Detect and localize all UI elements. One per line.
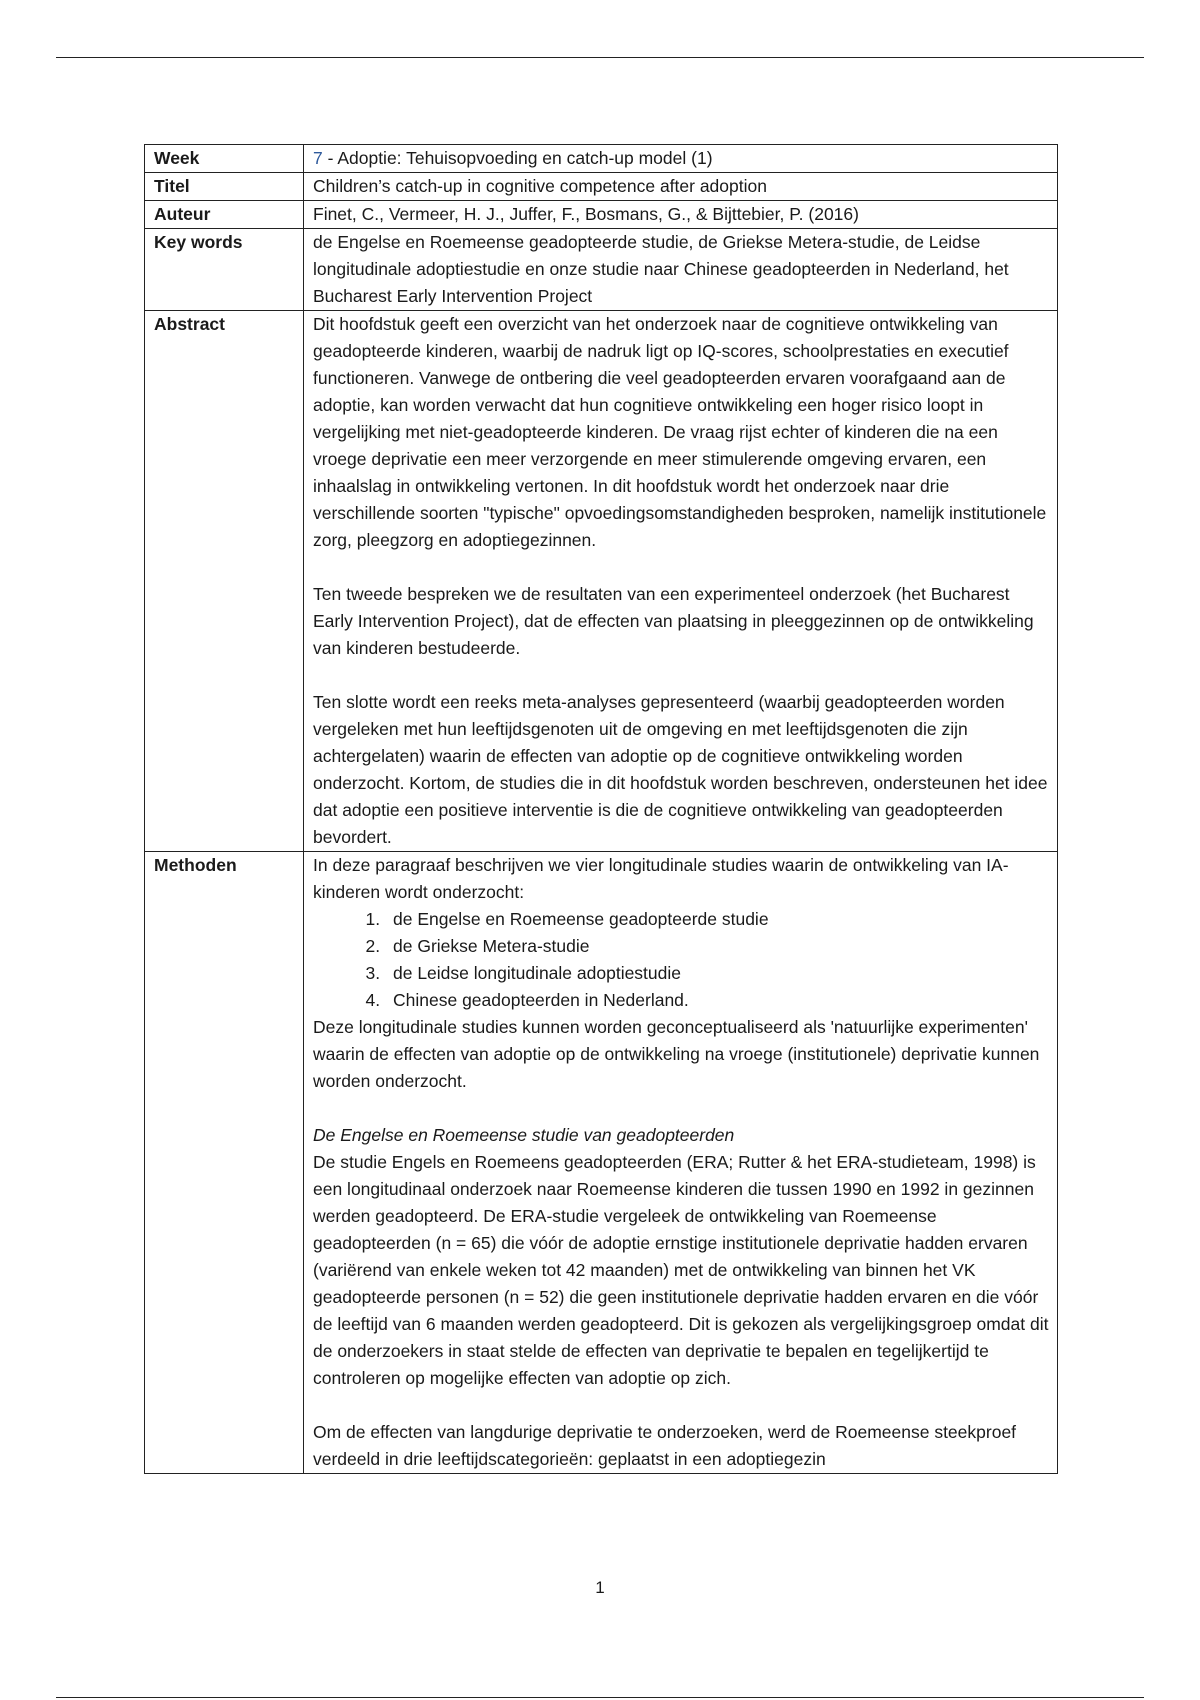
page-number: 1 [595, 1578, 605, 1597]
title-value: Children’s catch-up in cognitive competence after adoption [304, 173, 1058, 201]
era-paragraph: De studie Engels en Roemeens geadopteerden (ERA; Rutter & het ERA-studieteam, 1998) is een longitudinaal onderzoek naar Roemeense kinderen die tussen 1990 en 1992 in gezinnen werden geadopteerd. De ERA-studie vergeleek de ontwikkeling van Roemeense geadopteerden (n = 65) die vóór de adoptie ernstige institutionele deprivatie hadden ervaren (variërend van enkele weken tot 42 maanden) met de ontwikkeling van binnen het VK geadopteerde personen (n = 52) die geen institutionele deprivatie hadden ervaren en die vóór de leeftijd van 6 maanden werden geadopteerd. Dit is gekozen als vergelijkingsgroep omdat dit de onderzoekers in staat stelde de effecten van deprivatie te bepalen en tegelijkertijd te controleren op mogelijke effecten van adoptie op zich. [313, 1152, 1049, 1388]
abstract-paragraph-2: Ten tweede bespreken we de resultaten van een experimenteel onderzoek (het Bucharest Early Intervention Project), dat de effecten van plaatsing in pleeggezinnen op de ontwikkeling van kinderen bestudeerde. [313, 584, 1034, 658]
week-value [304, 145, 1058, 173]
list-item: 2. de Griekse Metera-studie [385, 933, 1049, 960]
studies-list [313, 906, 1049, 1014]
era-subheading: De Engelse en Roemeense studie van geadopteerden [313, 1125, 735, 1145]
list-item: 3. de Leidse longitudinale adoptiestudie [385, 960, 1049, 987]
methods-label: Methoden [145, 852, 304, 1474]
keywords-label: Key words [145, 229, 304, 311]
abstract-row [145, 311, 1058, 852]
author-label: Auteur [145, 201, 304, 229]
author-row [145, 201, 1058, 229]
abstract-paragraph-1: Dit hoofdstuk geeft een overzicht van het onderzoek naar de cognitieve ontwikkeling van geadopteerde kinderen, waarbij de nadruk ligt op IQ-scores, schoolprestaties en executief functioneren. Vanwege de ontbering die veel geadopteerden ervaren voorafgaand aan de adoptie, kan worden verwacht dat hun cognitieve ontwikkeling een hoger risico loopt in vergelijking met niet-geadopteerde kinderen. De vraag rijst echter of kinderen die na een vroege deprivatie een meer verzorgende en meer stimulerende omgeving ervaren, een inhaalslag in ontwikkeling vertonen. In dit hoofdstuk wordt het onderzoek naar drie verschillende soorten "typische" opvoedingsomstandigheden besproken, namelijk institutionele zorg, pleegzorg en adoptiegezinnen. [313, 314, 1047, 550]
keywords-value: de Engelse en Roemeense geadopteerde studie, de Griekse Metera-studie, de Leidse longitudinale adoptiestudie en onze studie naar Chinese geadopteerden in Nederland, het Bucharest Early Intervention Project [304, 229, 1058, 311]
methods-after-list: Deze longitudinale studies kunnen worden geconceptualiseerd als 'natuurlijke experimenten' waarin de effecten van adoptie op de ontwikkeling na vroege (institutionele) deprivatie kunnen worden onderzocht. [313, 1017, 1040, 1091]
methods-last-paragraph: Om de effecten van langdurige deprivatie te onderzoeken, werd de Roemeense steekproef verdeeld in drie leeftijdscategorieën: geplaatst in een adoptiegezin [313, 1422, 1017, 1469]
author-value: Finet, C., Vermeer, H. J., Juffer, F., Bosmans, G., & Bijttebier, P. (2016) [304, 201, 1058, 229]
methods-intro: In deze paragraaf beschrijven we vier longitudinale studies waarin de ontwikkeling van IA-kinderen wordt onderzocht: [313, 855, 1009, 902]
footer-rule [56, 1697, 1144, 1698]
week-topic: - Adoptie: Tehuisopvoeding en catch-up model (1) [322, 148, 713, 168]
methods-row [145, 852, 1058, 1474]
header-rule [56, 57, 1144, 58]
summary-table [144, 144, 1058, 1474]
week-label: Week [145, 145, 304, 173]
list-item: 4. Chinese geadopteerden in Nederland. [385, 987, 1049, 1014]
abstract-label: Abstract [145, 311, 304, 852]
title-row [145, 173, 1058, 201]
keywords-row [145, 229, 1058, 311]
methods-value [304, 852, 1058, 1474]
abstract-value [304, 311, 1058, 852]
week-number: 7 [313, 148, 323, 168]
list-item: 1. de Engelse en Roemeense geadopteerde studie [385, 906, 1049, 933]
week-row [145, 145, 1058, 173]
abstract-paragraph-3: Ten slotte wordt een reeks meta-analyses gepresenteerd (waarbij geadopteerden worden vergeleken met hun leeftijdsgenoten uit de omgeving en met leeftijdsgenoten die zijn achtergelaten) waarin de effecten van adoptie op de cognitieve ontwikkeling worden onderzocht. Kortom, de studies die in dit hoofdstuk worden beschreven, ondersteunen het idee dat adoptie een positieve interventie is die de cognitieve ontwikkeling van geadopteerden bevordert. [313, 692, 1048, 847]
title-label: Titel [145, 173, 304, 201]
